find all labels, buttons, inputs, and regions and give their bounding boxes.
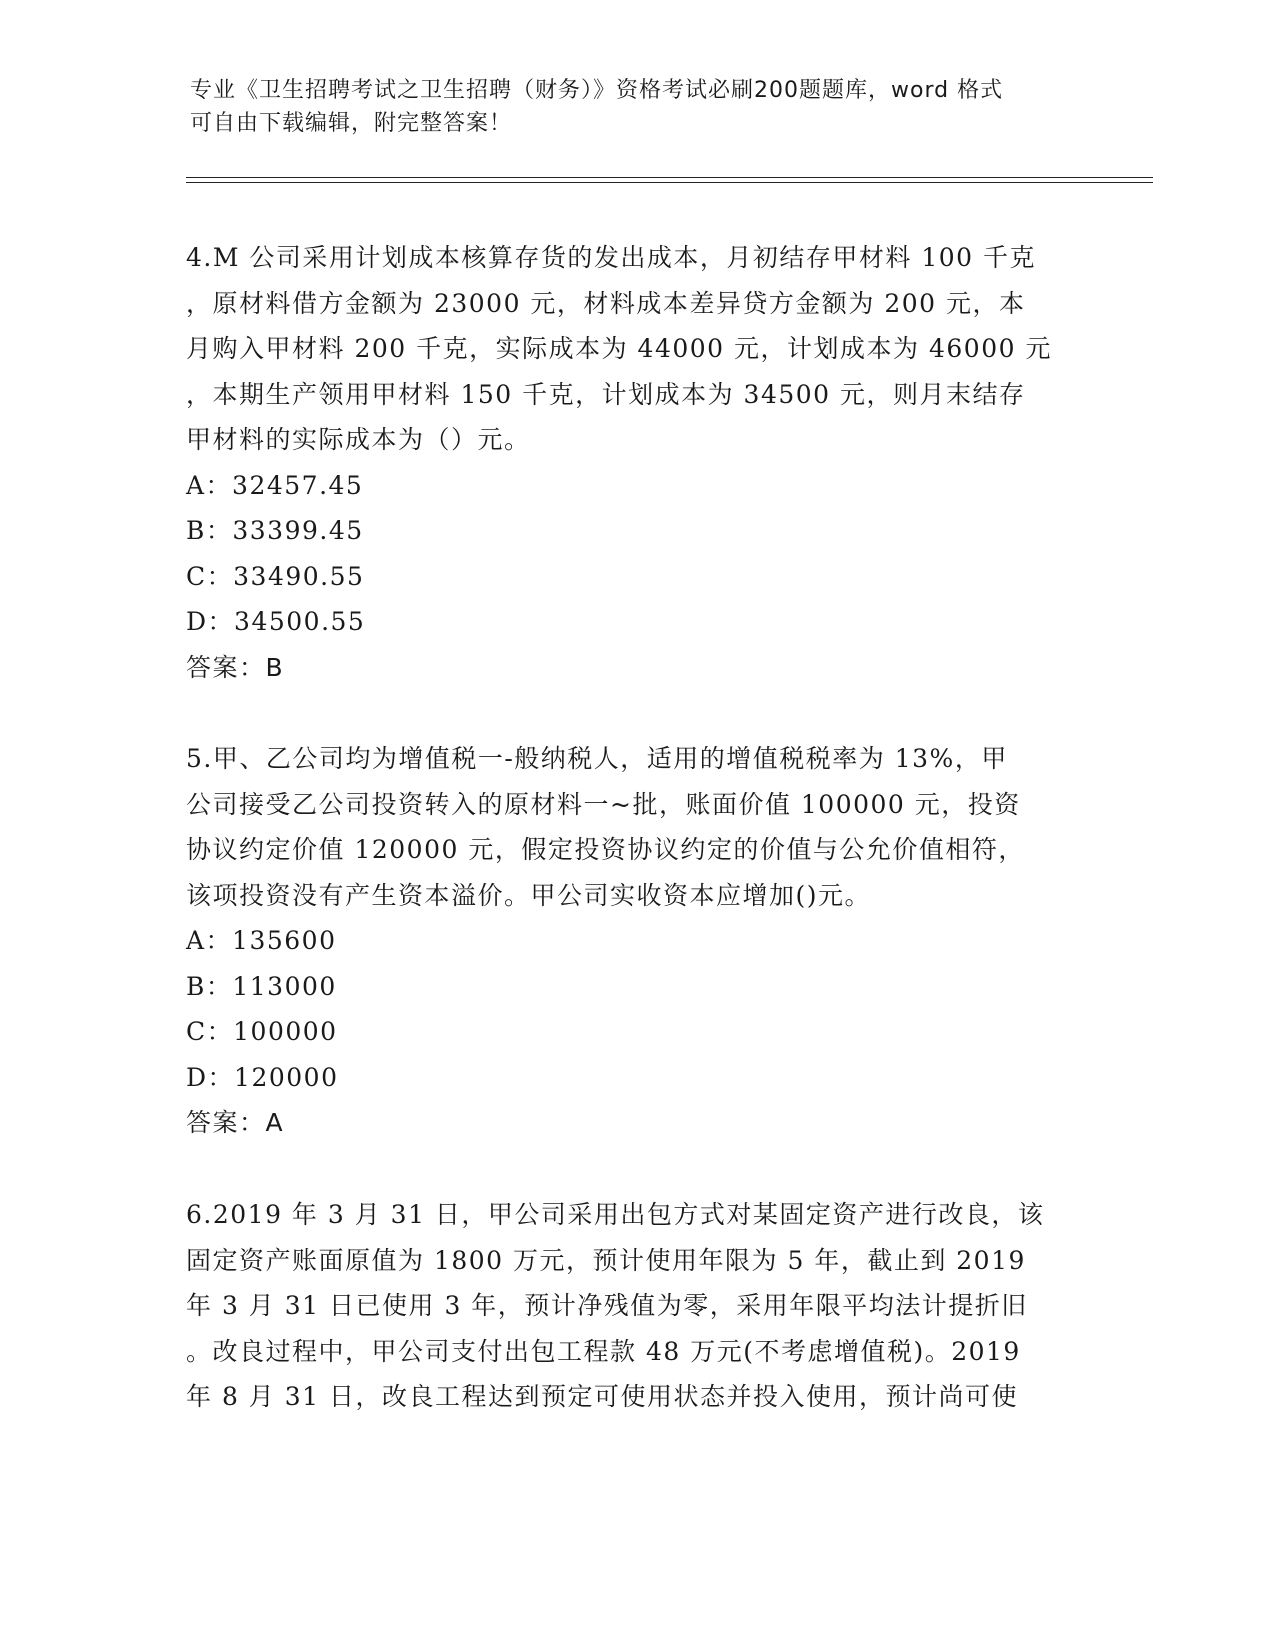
question-6	[186, 1192, 1086, 1420]
stem-line: 固定资产账面原值为 1800 万元，预计使用年限为 5 年，截止到 2019	[186, 1245, 1026, 1275]
answer: 答案：B	[186, 652, 285, 682]
option-c: C：100000	[186, 1017, 338, 1046]
document-header	[190, 74, 1070, 140]
stem-line: 协议约定价值 120000 元，假定投资协议约定的价值与公允价值相符，	[186, 835, 1025, 864]
header-rule-bottom	[186, 182, 1153, 183]
question-stem	[186, 736, 1086, 918]
stem-line: 该项投资没有产生资本溢价。甲公司实收资本应增加()元。	[186, 880, 872, 910]
option-d: D：120000	[186, 1062, 339, 1092]
option-a: A：135600	[186, 926, 337, 955]
stem-line: ，原材料借方金额为 23000 元，材料成本差异贷方金额为 200 元，本	[186, 288, 1026, 318]
stem-line: 5.甲、乙公司均为增值税一-般纳税人，适用的增值税税率为 13%，甲	[186, 744, 1008, 773]
option-c: C：33490.55	[186, 561, 365, 591]
header-rule-top	[186, 177, 1153, 178]
stem-line: 年 8 月 31 日，改良工程达到预定可使用状态并投入使用，预计尚可使	[186, 1382, 1019, 1411]
stem-line: 6.2019 年 3 月 31 日，甲公司采用出包方式对某固定资产进行改良，该	[186, 1200, 1045, 1229]
stem-line: 公司接受乙公司投资转入的原材料一~批，账面价值 100000 元，投资	[186, 789, 1021, 819]
stem-line: 甲材料的实际成本为（）元。	[186, 425, 531, 454]
question-5	[186, 736, 1086, 1146]
option-b: B：33399.45	[186, 516, 364, 545]
stem-line: 。改良过程中，甲公司支付出包工程款 48 万元(不考虑增值税)。2019	[186, 1336, 1021, 1366]
stem-line: 年 3 月 31 日已使用 3 年，预计净残值为零，采用年限平均法计提折旧	[186, 1291, 1028, 1320]
header-line-1: 专业《卫生招聘考试之卫生招聘（财务）》资格考试必刷200题题库，word 格式	[190, 78, 1004, 103]
header-line-2: 可自由下载编辑，附完整答案！	[190, 111, 513, 136]
question-stem	[186, 235, 1086, 463]
stem-line: 月购入甲材料 200 千克，实际成本为 44000 元，计划成本为 46000 元	[186, 334, 1052, 363]
question-4	[186, 235, 1086, 690]
question-stem	[186, 1192, 1086, 1420]
stem-line: ，本期生产领用甲材料 150 千克，计划成本为 34500 元，则月末结存	[186, 379, 1026, 409]
answer: 答案：A	[186, 1108, 285, 1137]
option-b: B：113000	[186, 971, 337, 1001]
option-d: D：34500.55	[186, 607, 366, 636]
option-a: A：32457.45	[186, 470, 364, 500]
stem-line: 4.M 公司采用计划成本核算存货的发出成本，月初结存甲材料 100 千克	[186, 243, 1037, 272]
